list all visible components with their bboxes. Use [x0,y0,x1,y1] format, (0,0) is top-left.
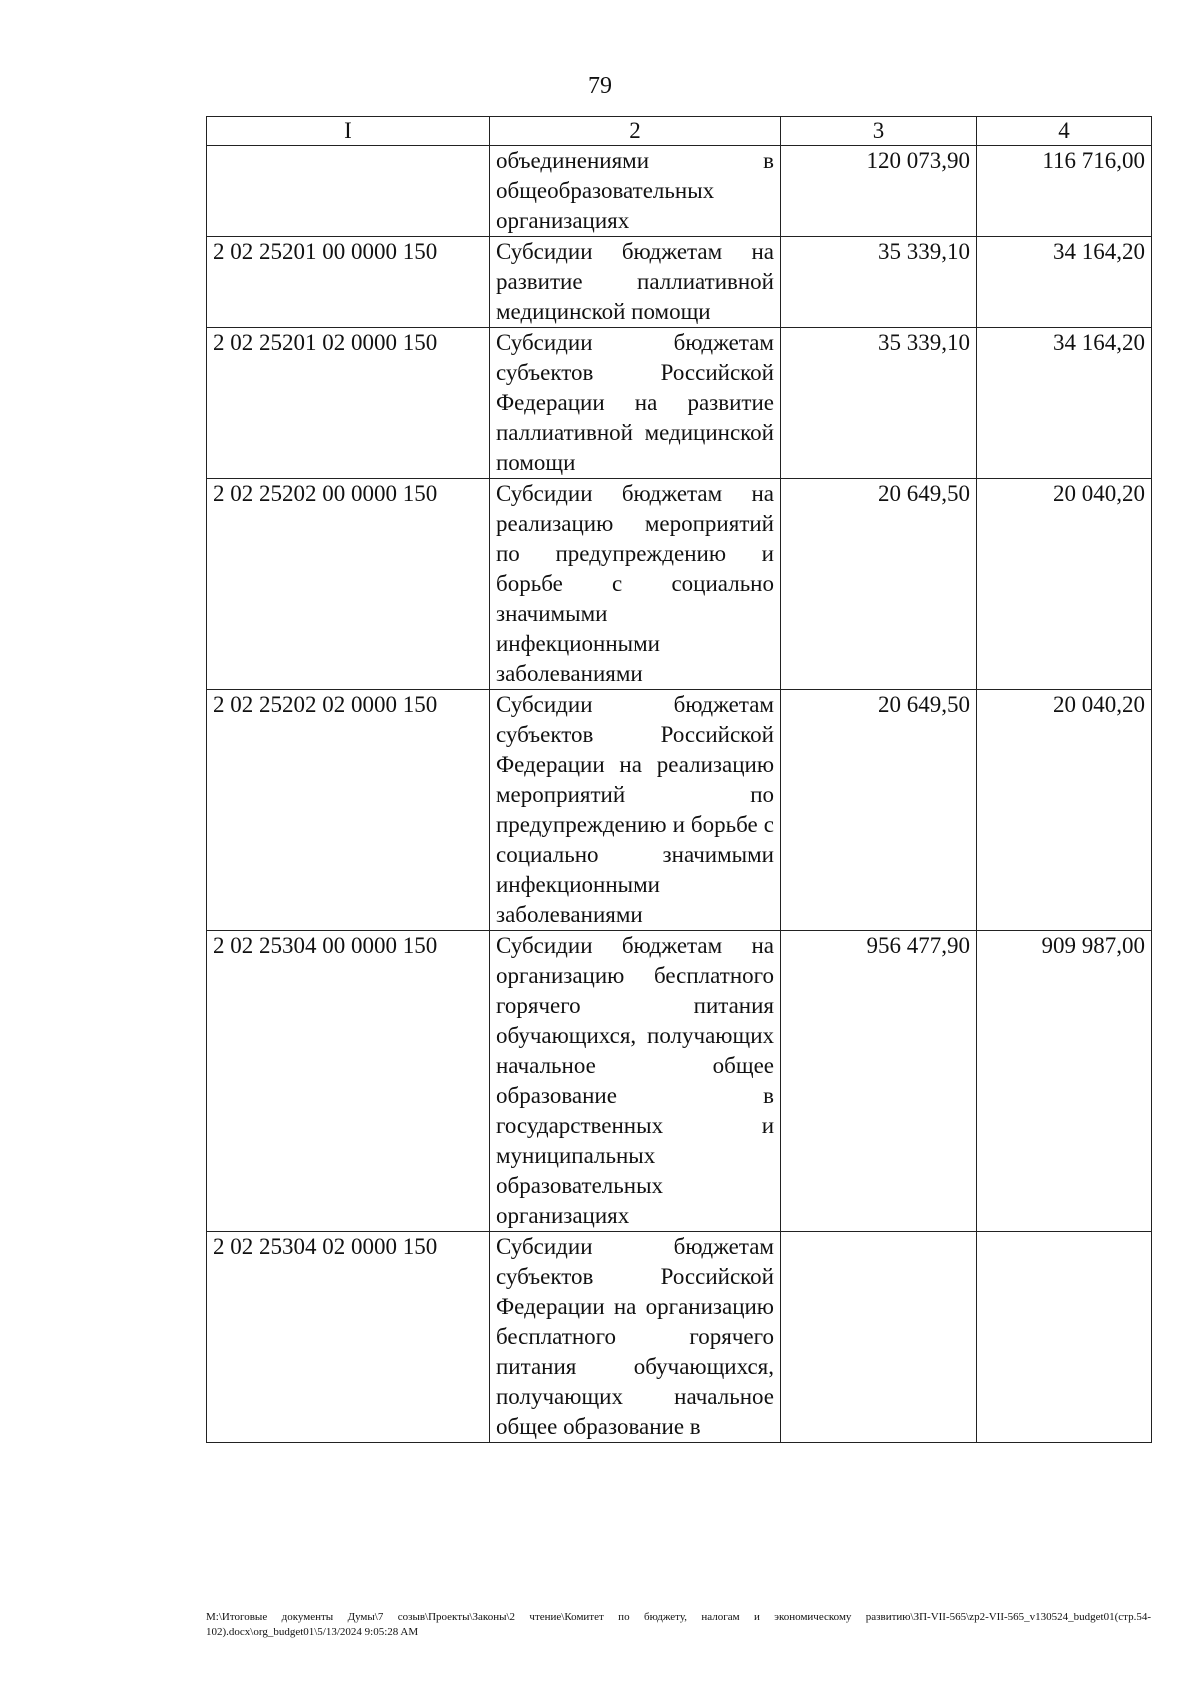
row-code [207,146,490,237]
table-row [207,237,1152,328]
row-description: Субсидии бюджетам на реализацию мероприятий по предупреждению и борьбе с социально значимыми инфекционными заболеваниями [490,479,781,690]
row-code: 2 02 25304 02 0000 150 [207,1232,490,1443]
row-code: 2 02 25201 00 0000 150 [207,237,490,328]
row-description: Субсидии бюджетам субъектов Российской Федерации на развитие паллиативной медицинской помощи [490,328,781,479]
row-value-2: 20 040,20 [977,690,1152,931]
row-code: 2 02 25202 00 0000 150 [207,479,490,690]
row-code: 2 02 25304 00 0000 150 [207,931,490,1232]
table-header-row [207,117,1152,146]
row-value-2 [977,1232,1152,1443]
row-value-1: 20 649,50 [781,690,977,931]
row-code: 2 02 25202 02 0000 150 [207,690,490,931]
row-value-1: 120 073,90 [781,146,977,237]
row-description: Субсидии бюджетам субъектов Российской Федерации на организацию бесплатного горячего питания обучающихся, получающих начальное общее образование в [490,1232,781,1443]
page-number: 79 [588,73,612,99]
column-header-description: 2 [490,117,781,146]
table-row [207,1232,1152,1443]
table-row [207,146,1152,237]
row-description: Субсидии бюджетам на организацию бесплатного горячего питания обучающихся, получающих начальное общее образование в государственных и муниципальных образовательных организациях [490,931,781,1232]
table-row [207,328,1152,479]
column-header-value-1: 3 [781,117,977,146]
row-code: 2 02 25201 02 0000 150 [207,328,490,479]
row-value-1: 956 477,90 [781,931,977,1232]
column-header-value-2: 4 [977,117,1152,146]
row-description: Субсидии бюджетам на развитие паллиативной медицинской помощи [490,237,781,328]
row-value-2: 116 716,00 [977,146,1152,237]
column-header-code: I [207,117,490,146]
table-row [207,479,1152,690]
row-value-2: 909 987,00 [977,931,1152,1232]
budget-table [206,116,1152,1443]
row-value-1: 35 339,10 [781,328,977,479]
row-value-2: 20 040,20 [977,479,1152,690]
file-path-footer: M:\Итоговые документы Думы\7 созыв\Проекты\Законы\2 чтение\Комитет по бюджету, налогам и экономическому развитию\ЗП-VII-565\zp2-VII-565_v130524_budget01(стр.54-102).docx\org_budget01\5/13/2024 9:05:28 AM [206,1611,1151,1638]
row-value-1: 20 649,50 [781,479,977,690]
table-row [207,690,1152,931]
row-description: Субсидии бюджетам субъектов Российской Федерации на реализацию мероприятий по предупреждению и борьбе с социально значимыми инфекционными заболеваниями [490,690,781,931]
row-description: объединениями в общеобразовательных организациях [490,146,781,237]
row-value-2: 34 164,20 [977,237,1152,328]
table-row [207,931,1152,1232]
row-value-2: 34 164,20 [977,328,1152,479]
row-value-1: 35 339,10 [781,237,977,328]
row-value-1 [781,1232,977,1443]
